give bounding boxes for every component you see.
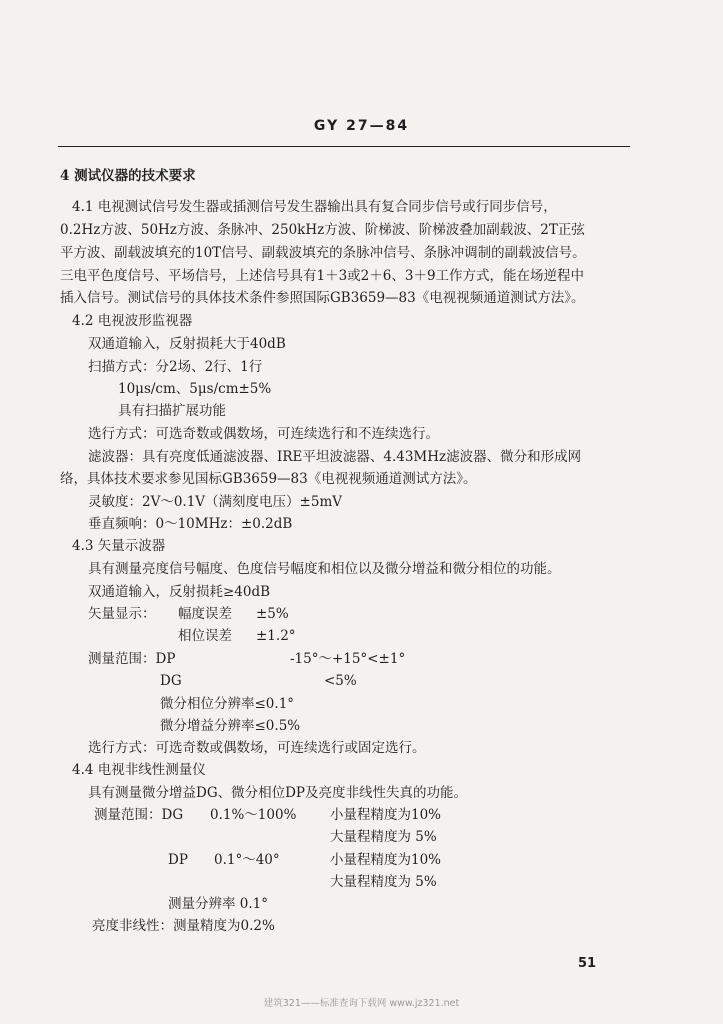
s4-3-vector-label: 矢量显示： bbox=[88, 606, 156, 622]
s4-4-resolution: 测量分辨率 0.1° bbox=[168, 896, 269, 912]
s4-3-dp-value: -15°～+15°<±1° bbox=[290, 651, 406, 667]
s4-2-heading: 4.2 电视波形监视器 bbox=[72, 313, 193, 329]
s4-3-phase-error-value: ±1.2° bbox=[256, 628, 296, 644]
s4-4-dp-small: 小量程精度为10% bbox=[330, 852, 442, 868]
s4-3-phase-error-label: 相位误差 bbox=[178, 628, 232, 644]
s4-1-line-2: 0.2Hz方波、50Hz方波、条脉冲、250kHz方波、阶梯波、阶梯波叠加副载波、2T正弦 bbox=[60, 222, 585, 238]
s4-3-amp-error-label: 幅度误差 bbox=[178, 606, 232, 622]
s4-4-dp-label: DP bbox=[168, 852, 188, 868]
s4-2-scan-mode: 扫描方式：分2场、2行、1行 bbox=[88, 359, 263, 375]
header-rule bbox=[58, 146, 630, 147]
s4-4-function: 具有测量微分增益DG、微分相位DP及亮度非线性失真的功能。 bbox=[88, 785, 468, 801]
s4-4-dg-small: 小量程精度为10% bbox=[330, 807, 442, 823]
s4-3-dp-resolution: 微分相位分辨率≤0.1° bbox=[160, 696, 295, 712]
s4-1-line-3: 平方波、副载波填充的10T信号、副载波填充的条脉冲信号、条脉冲调制的副载波信号。 bbox=[60, 245, 586, 261]
s4-4-range-label: 测量范围：DG bbox=[94, 807, 184, 823]
s4-3-line-select: 选行方式：可选奇数或偶数场，可连续选行或固定选行。 bbox=[88, 740, 426, 756]
s4-4-dp-range: 0.1°～40° bbox=[214, 852, 280, 868]
s4-3-amp-error-value: ±5% bbox=[256, 606, 289, 622]
s4-3-dg-resolution: 微分增益分辨率≤0.5% bbox=[160, 718, 301, 734]
page-number: 51 bbox=[578, 956, 597, 971]
s4-2-line-select: 选行方式：可选奇数或偶数场，可连续选行和不连续选行。 bbox=[88, 426, 439, 442]
section-4-title: 4 测试仪器的技术要求 bbox=[60, 168, 196, 184]
s4-2-filter-line-2: 络，具体技术要求参见国标GB3659—83《电视视频通道测试方法》。 bbox=[60, 471, 477, 487]
s4-2-scan-speed: 10μs/cm、5μs/cm±5% bbox=[118, 381, 272, 397]
s4-1-line-1: 4.1 电视测试信号发生器或插测信号发生器输出具有复合同步信号或行同步信号， bbox=[72, 199, 557, 215]
s4-2-filter-line-1: 滤波器：具有亮度低通滤波器、IRE平坦波滤器、4.43MHz滤波器、微分和形成网 bbox=[88, 449, 582, 465]
s4-3-range-label: 测量范围：DP bbox=[88, 651, 176, 667]
s4-4-dg-large: 大量程精度为 5% bbox=[330, 829, 437, 845]
s4-3-heading: 4.3 矢量示波器 bbox=[72, 538, 166, 554]
standard-code-header: GY 27—84 bbox=[313, 118, 410, 134]
s4-4-dp-large: 大量程精度为 5% bbox=[330, 874, 437, 890]
s4-3-dg-label: DG bbox=[160, 673, 182, 689]
s4-3-dg-value: <5% bbox=[324, 673, 357, 689]
s4-3-dual-input: 双通道输入，反射损耗≥40dB bbox=[88, 584, 271, 600]
s4-1-line-5: 插入信号。测试信号的具体技术条件参照国际GB3659—83《电视视频通道测试方法》。 bbox=[60, 290, 585, 306]
s4-2-sensitivity: 灵敏度：2V～0.1V（满刻度电压）±5mV bbox=[88, 494, 343, 510]
s4-1-line-4: 三电平色度信号、平场信号，上述信号具有1＋3或2＋6、3＋9工作方式，能在场逆程中 bbox=[60, 268, 585, 284]
s4-2-scan-expand: 具有扫描扩展功能 bbox=[118, 403, 226, 419]
s4-2-vertical-freq: 垂直频响：0～10MHz：±0.2dB bbox=[88, 516, 293, 532]
s4-4-dg-range: 0.1%～100% bbox=[210, 807, 297, 823]
watermark-footer: 建筑321——标准查询下载网 www.jz321.net bbox=[263, 998, 460, 1009]
s4-4-luma-nonlinear: 亮度非线性：测量精度为0.2% bbox=[92, 918, 275, 934]
s4-4-heading: 4.4 电视非线性测量仪 bbox=[72, 762, 206, 778]
s4-2-dual-input: 双通道输入，反射损耗大于40dB bbox=[88, 336, 286, 352]
s4-3-function: 具有测量亮度信号幅度、色度信号幅度和相位以及微分增益和微分相位的功能。 bbox=[88, 561, 561, 577]
